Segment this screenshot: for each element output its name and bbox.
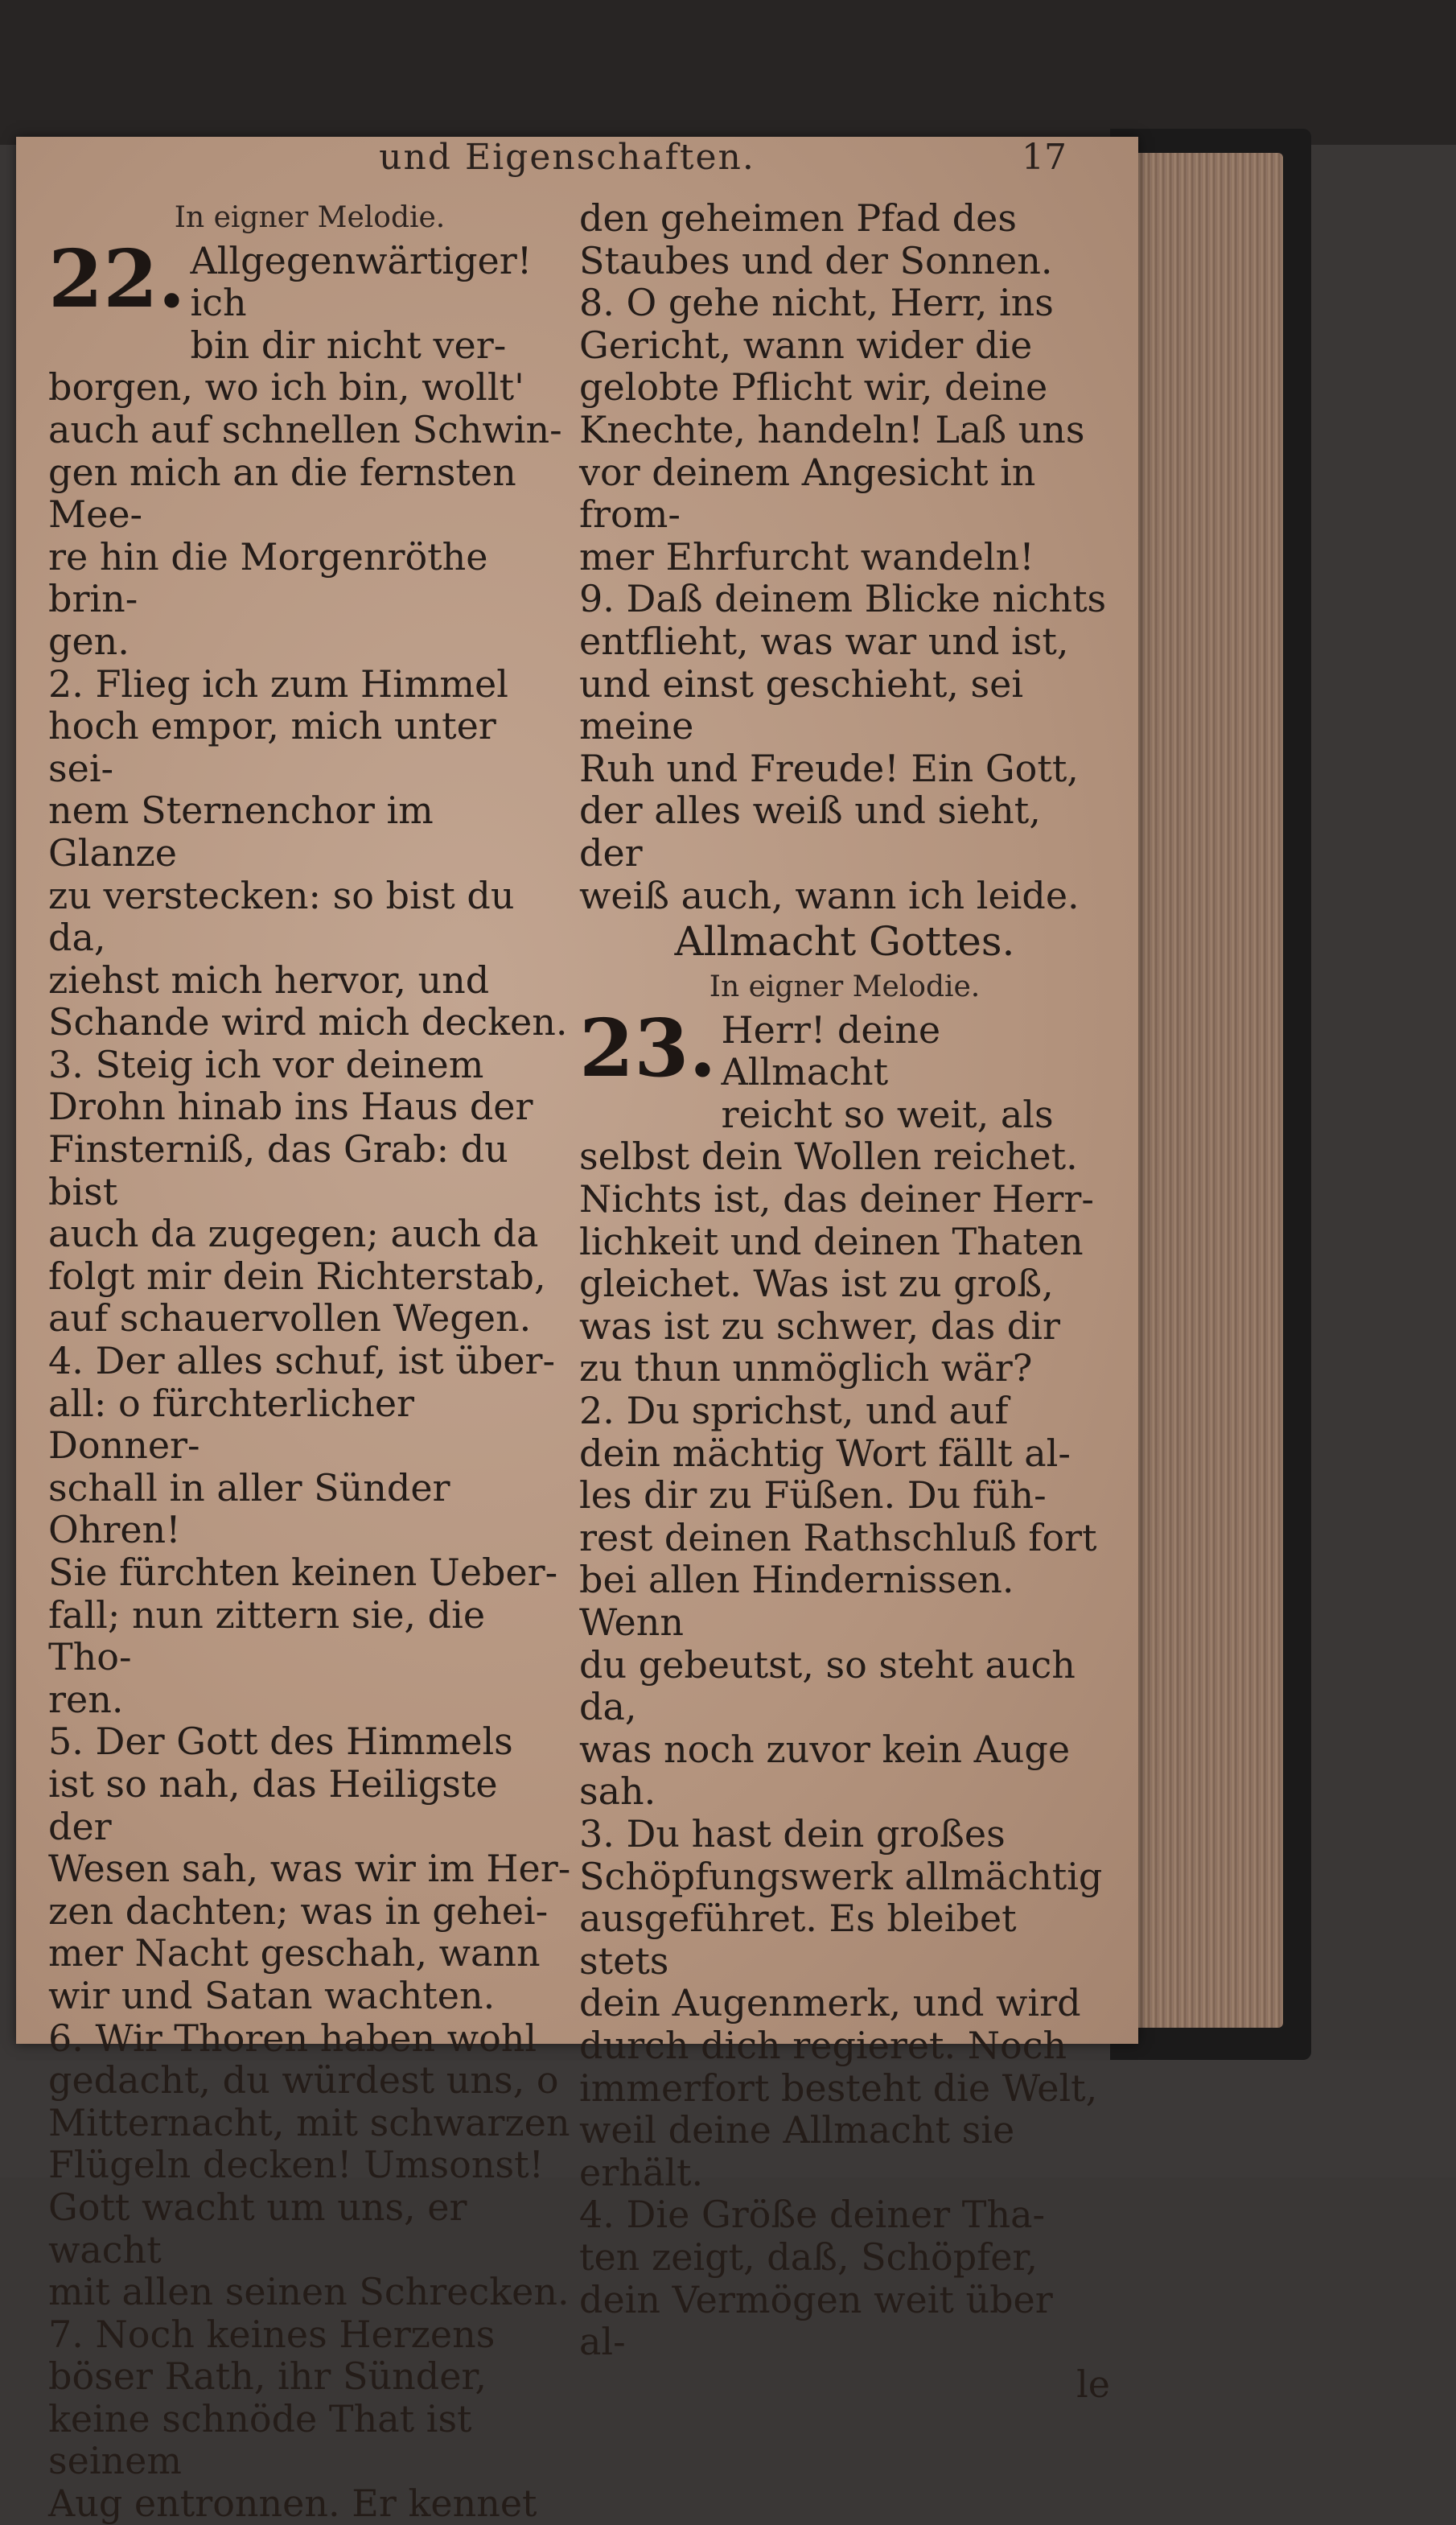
text-line: 2. Flieg ich zum Himmel (48, 661, 508, 706)
text-line: ten zeigt, daß, Schöpfer, (579, 2235, 1038, 2279)
text-line: 4. Der alles schuf, ist über- (48, 1339, 556, 1383)
text-line: auch da zugegen; auch da (48, 1212, 539, 1256)
text-line: Wesen sah, was wir im Her- (48, 1847, 571, 1891)
book-page (16, 137, 1138, 2525)
text-line: gen mich an die fernsten Mee- (48, 450, 516, 537)
page-number: 17 (1022, 137, 1067, 178)
text-line: Allgegenwärtiger! ich (190, 238, 533, 325)
text-line: Flügeln decken! Umsonst! (48, 2143, 545, 2187)
hymn-first-lines (191, 240, 572, 367)
hymn-number: 22. (48, 233, 186, 326)
text-line: ausgeführet. Es bleibet stets (579, 1897, 1017, 1983)
text-line: Schande wird mich decken. (48, 1000, 568, 1044)
right-text-lines-top (579, 197, 1110, 916)
text-line: re hin die Morgenröthe brin- (48, 534, 488, 621)
text-line: nem Sternenchor im Glanze (48, 789, 434, 875)
text-line: Gericht, wann wider die (579, 323, 1033, 367)
text-line: zen dachten; was in gehei- (48, 1889, 549, 1933)
text-line: zu verstecken: so bist du da, (48, 873, 515, 960)
text-line: du gebeutst, so steht auch da, (579, 1642, 1076, 1729)
text-line: und einst geschieht, sei meine (579, 661, 1024, 748)
text-line: reicht so weit, als (721, 1092, 1054, 1136)
text-line: entflieht, was war und ist, (579, 619, 1069, 663)
text-line: keine schnöde That ist seinem (48, 2396, 472, 2483)
text-line: Ruh und Freude! Ein Gott, (579, 746, 1079, 790)
text-line: selbst dein Wollen reichet. (579, 1135, 1078, 1179)
left-text-lines (48, 366, 571, 2524)
text-line: Schöpfungswerk allmächtig (579, 1854, 1103, 1898)
text-line: auch auf schnellen Schwin- (48, 407, 562, 451)
text-line: 7. Noch keines Herzens (48, 2312, 496, 2356)
running-header: und Eigenschaften. (379, 137, 755, 178)
text-line: gedacht, du würdest uns, o (48, 2058, 559, 2103)
text-line: ist so nah, das Heiligste der (48, 1761, 498, 1848)
text-line: 5. Der Gott des Himmels (48, 1720, 513, 1764)
text-line: 3. Du hast dein großes (579, 1811, 1006, 1856)
text-line: rest deinen Rathschluß fort (579, 1515, 1097, 1559)
text-line: fall; nun zittern sie, die Tho- (48, 1592, 486, 1679)
text-line: Gott wacht um uns, er wacht (48, 2185, 467, 2272)
text-line: Mitternacht, mit schwarzen (48, 2100, 570, 2144)
text-line: lichkeit und deinen Thaten (579, 1219, 1084, 1263)
text-line: Finsterniß, das Grab: du bist (48, 1127, 508, 1213)
text-line: mit allen seinen Schrecken. (48, 2270, 570, 2314)
text-line: Herr! deine Allmacht (721, 1007, 941, 1094)
text-line: zu thun unmöglich wär? (579, 1346, 1033, 1390)
text-line: gelobte Pflicht wir, deine (579, 365, 1048, 410)
text-line: gleichet. Was ist zu groß, (579, 1262, 1054, 1306)
text-line: bin dir nicht ver- (190, 323, 507, 367)
text-line: was ist zu schwer, das dir (579, 1304, 1060, 1348)
text-line: Staubes und der Sonnen. (579, 238, 1053, 282)
section-title: Allmacht Gottes. (674, 918, 1015, 966)
text-line: böser Rath, ihr Sünder, (48, 2354, 487, 2399)
hymn-number: 23. (579, 1002, 717, 1095)
text-line: borgen, wo ich bin, wollt' (48, 365, 524, 410)
hymn-first-lines (722, 1009, 1111, 1136)
text-line: 8. O gehe nicht, Herr, ins (579, 281, 1054, 325)
text-line: Nichts ist, das deiner Herr- (579, 1177, 1094, 1221)
text-line: 6. Wir Thoren haben wohl (48, 2016, 537, 2060)
melody-note: In eigner Melodie. (709, 970, 981, 1004)
text-line: all: o fürchterlicher Donner- (48, 1381, 415, 1468)
text-line: den geheimen Pfad des (579, 196, 1017, 240)
text-line: hoch empor, mich unter sei- (48, 704, 496, 790)
right-text-lines-bottom (579, 1135, 1110, 2362)
text-line: 2. Du sprichst, und auf (579, 1389, 1009, 1433)
text-line: durch dich regieret. Noch (579, 2023, 1067, 2067)
text-line: vor deinem Angesicht in from- (579, 450, 1036, 537)
text-line: 3. Steig ich vor deinem (48, 1042, 484, 1086)
text-line: weil deine Allmacht sie erhält. (579, 2108, 1015, 2194)
text-line: folgt mir dein Richterstab, (48, 1254, 546, 1298)
text-line: bei allen Hindernissen. Wenn (579, 1558, 1014, 1644)
text-line: ziehst mich hervor, und (48, 958, 490, 1002)
text-line: dein Vermögen weit über al- (579, 2277, 1053, 2364)
text-line: 9. Daß deinem Blicke nichts (579, 577, 1107, 621)
text-line: immerfort besteht die Welt, (579, 2066, 1098, 2110)
text-line: mer Ehrfurcht wandeln! (579, 534, 1034, 579)
text-line: der alles weiß und sieht, der (579, 789, 1041, 875)
text-line: dein Augenmerk, und wird (579, 1981, 1081, 2025)
text-line: auf schauervollen Wegen. (48, 1296, 532, 1341)
text-line: les dir zu Füßen. Du füh- (579, 1473, 1047, 1518)
text-line: mer Nacht geschah, wann (48, 1931, 541, 1975)
hymn-22-head (48, 233, 571, 367)
page-edges (1122, 153, 1283, 2028)
catchword: le (1076, 2362, 1110, 2406)
text-line: Aug entronnen. Er kennet (48, 2482, 537, 2525)
text-line: schall in aller Sünder Ohren! (48, 1465, 450, 1552)
text-line: Sie fürchten keinen Ueber- (48, 1551, 558, 1594)
text-line: gen. (48, 619, 130, 663)
text-line: weiß auch, wann ich leide. (579, 873, 1080, 917)
right-column (579, 197, 1110, 2405)
hymn-23-head (579, 1002, 1110, 1136)
left-column (48, 197, 571, 2525)
text-line: dein mächtig Wort fällt al- (579, 1431, 1071, 1475)
text-line: Knechte, handeln! Laß uns (579, 407, 1085, 451)
background-top (0, 0, 1456, 145)
text-line: Drohn hinab ins Haus der (48, 1085, 533, 1129)
text-line: ren. (48, 1677, 124, 1721)
text-line: wir und Satan wachten. (48, 1973, 496, 2017)
melody-note: In eigner Melodie. (174, 201, 446, 234)
text-line: was noch zuvor kein Auge sah. (579, 1727, 1071, 1814)
text-line: 4. Die Größe deiner Tha- (579, 2193, 1046, 2237)
